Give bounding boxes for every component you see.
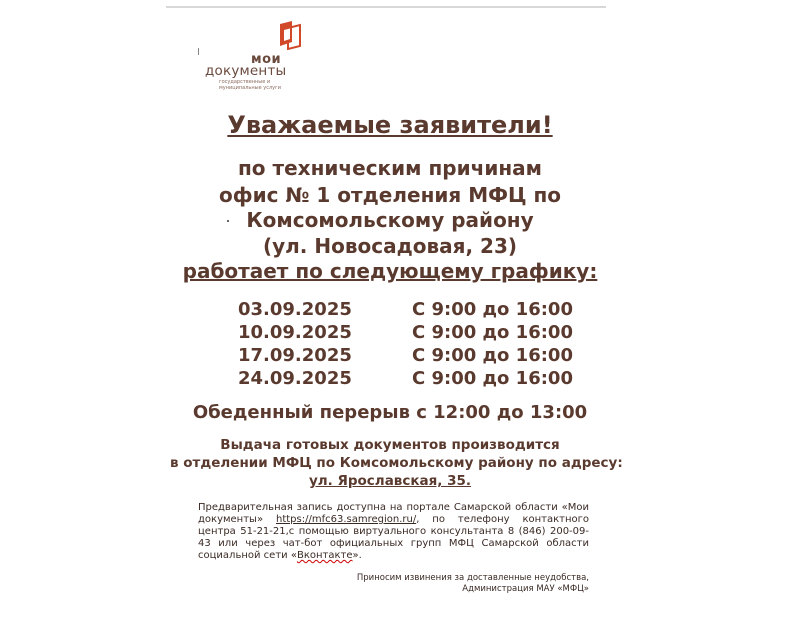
notice-line-2: офис № 1 отделения МФЦ по [218,183,562,207]
moi-dokumenty-logo [205,20,305,95]
social-network-name: Вконтакте [296,550,353,561]
schedule-row [238,321,578,344]
logo-mark-icon [278,20,302,50]
notice-line-4: (ул. Новосадовая, 23) [262,234,518,258]
schedule-date: 03.09.2025 [238,299,352,320]
schedule-time: С 9:00 до 16:00 [412,299,573,320]
schedule-table [238,298,578,390]
apology-signature: Администрация МАУ «МФЦ» [462,584,589,594]
notice-line-3: Комсомольскому району [246,208,534,232]
logo-tagline: государственные и муниципальные услуги [219,79,281,91]
margin-mark [198,48,199,55]
schedule-date: 17.09.2025 [238,345,352,366]
notice-line-1: по техническим причинам [237,156,542,180]
schedule-row [238,344,578,367]
schedule-row [238,298,578,321]
apology-block [357,573,589,595]
schedule-time: С 9:00 до 16:00 [412,345,573,366]
apology-line-1: Приносим извинения за доставленные неудобства, [356,573,589,583]
prelim-booking-text [198,502,589,562]
schedule-date: 10.09.2025 [238,322,352,343]
page-top-edge [166,6,606,8]
schedule-date: 24.09.2025 [238,368,352,389]
prelim-text-1: Предварительная запись доступна на портале Самарской области «Мои документы» [198,502,589,525]
issue-line-2: в отделении МФЦ по Комсомольскому району по адресу: [170,455,623,471]
issue-address: ул. Ярославская, 35. [308,473,472,489]
lunch-break: Обеденный перерыв с 12:00 до 13:00 [192,402,588,423]
schedule-heading: работает по следующему графику: [182,259,598,283]
prelim-text-2: , по телефону контактного центра 51-21-21,с помощью виртуального консультанта 8 (846) 200-09-43 или через чат-бот официальных групп МФЦ Самарской области социальной сети « [198,514,589,561]
schedule-time: С 9:00 до 16:00 [412,368,573,389]
prelim-text-3: ». [352,550,362,561]
notice-title: Уважаемые заявители! [227,111,553,139]
logo-text-moi: мои [251,52,282,67]
issue-line-1: Выдача готовых документов производится [220,437,560,453]
portal-link[interactable]: https://mfc63.samregion.ru/ [275,514,417,525]
logo-text-dokumenty: документы [205,63,287,79]
schedule-row [238,367,578,390]
schedule-time: С 9:00 до 16:00 [412,322,573,343]
